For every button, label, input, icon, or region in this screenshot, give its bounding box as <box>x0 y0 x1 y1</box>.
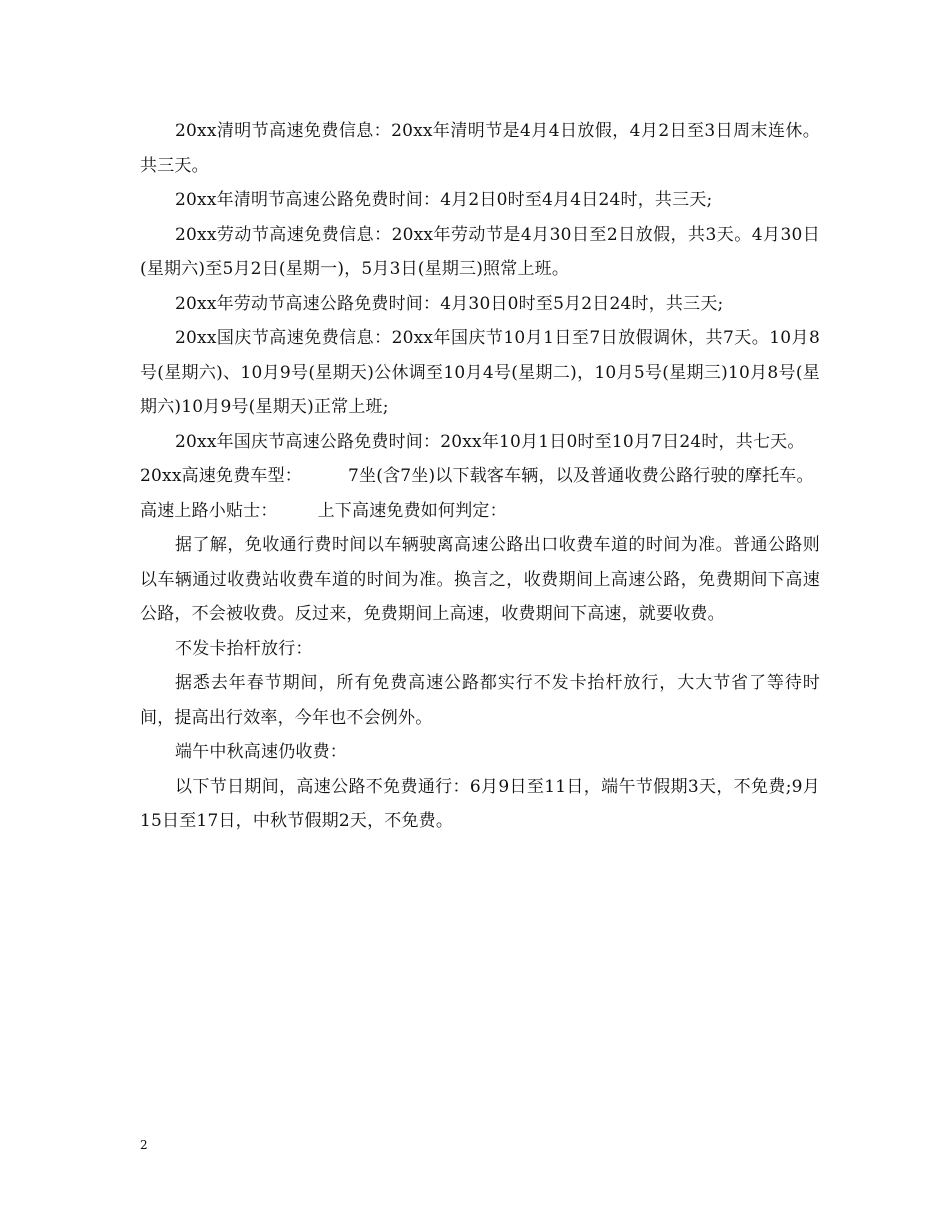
paragraph-national-time: 20xx年国庆节高速公路免费时间：20xx年10月1日0时至10月7日24时，共七天。 <box>175 431 805 452</box>
tips-text: 上下高速免费如何判定： <box>317 500 507 521</box>
paragraph-labor-info: 20xx劳动节高速免费信息：20xx年劳动节是4月30日至2日放假，共3天。4月30日(星期六)至5月2日(星期一)，5月3日(星期三)照常上班。 <box>140 224 820 279</box>
vehicle-type-text: 7坐(含7坐)以下载客车辆，以及普通收费公路行驶的摩托车。 <box>348 466 814 486</box>
paragraph-toll-rule: 据了解，免收通行费时间以车辆驶离高速公路出口收费车道的时间为准。普通公路则以车辆通过收费站收费车道的时间为准。换言之，收费期间上高速公路，免费期间下高速公路，不会被收费。反过来，免费期间上高速，收费期间下高速，就要收费。 <box>140 535 820 624</box>
document-body <box>140 114 820 839</box>
paragraph-festival-heading: 端午中秋高速仍收费： <box>175 742 347 762</box>
paragraph-tips <box>140 494 820 529</box>
paragraph-labor-time: 20xx年劳动节高速公路免费时间：4月30日0时至5月2日24时，共三天; <box>175 293 724 314</box>
paragraph-vehicle-type <box>140 459 820 494</box>
paragraph-qingming-info: 20xx清明节高速免费信息：20xx年清明节是4月4日放假，4月2日至3日周末连休。共三天。 <box>140 121 820 176</box>
vehicle-type-label: 20xx高速免费车型： <box>140 466 303 486</box>
page-number: 2 <box>140 1138 148 1152</box>
paragraph-qingming-time: 20xx年清明节高速公路免费时间：4月2日0时至4月4日24时，共三天; <box>175 190 713 210</box>
paragraph-national-info: 20xx国庆节高速免费信息：20xx年国庆节10月1日至7日放假调休，共7天。10月8号(星期六)、10月9号(星期天)公休调至10月4号(星期二)，10月5号(星期三)10月8号(星期六)10月9号(星期天)正常上班; <box>140 328 820 417</box>
paragraph-no-card-text: 据悉去年春节期间，所有免费高速公路都实行不发卡抬杆放行，大大节省了等待时间，提高出行效率，今年也不会例外。 <box>140 673 820 728</box>
paragraph-festival-text: 以下节日期间，高速公路不免费通行：6月9日至11日，端午节假期3天，不免费;9月15日至17日，中秋节假期2天，不免费。 <box>140 776 820 831</box>
tips-label: 高速上路小贴士： <box>140 500 278 521</box>
paragraph-no-card-heading: 不发卡抬杆放行： <box>175 638 313 659</box>
